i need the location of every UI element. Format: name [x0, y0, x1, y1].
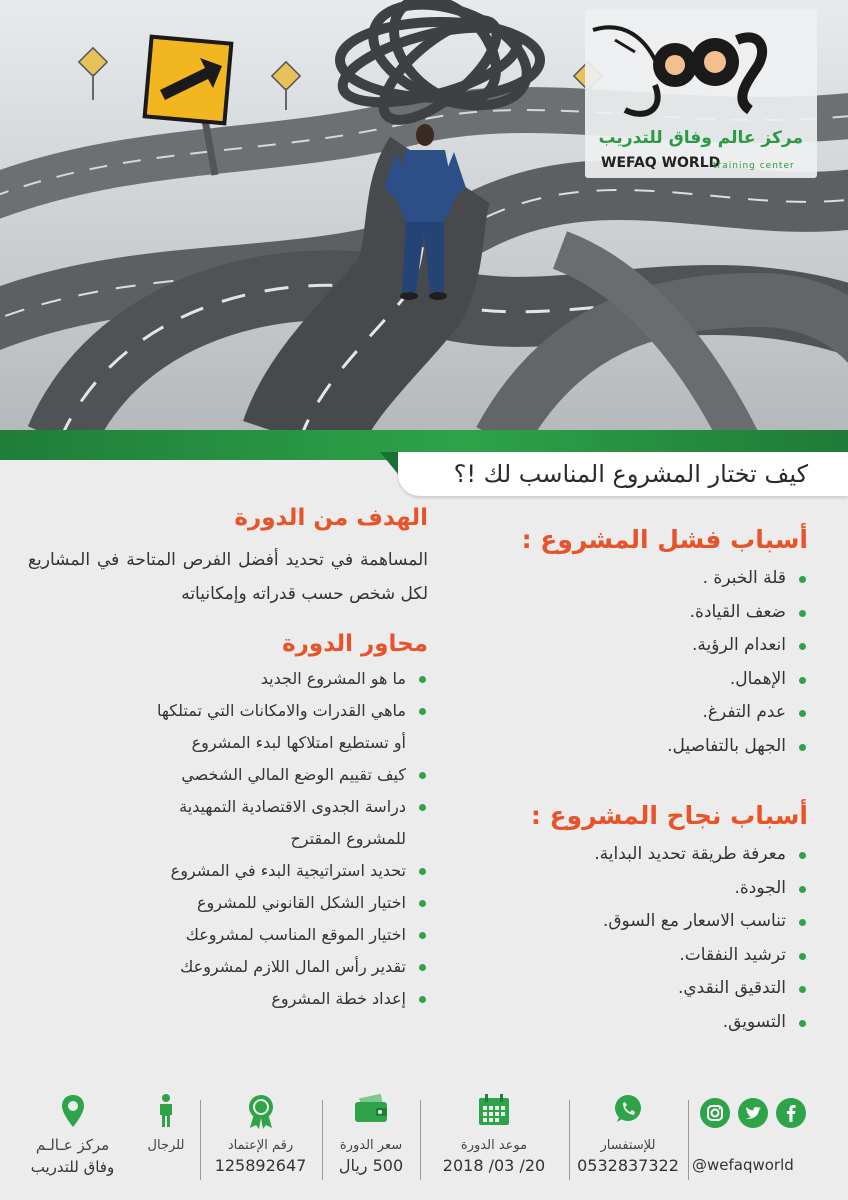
- hero-image: [0, 0, 848, 432]
- price-value: 500 ريال: [338, 1156, 404, 1175]
- axes-list: [28, 663, 428, 1015]
- logo-english-name: WEFAQ WORLD: [601, 155, 721, 171]
- list-item: كيف تقييم الوضع المالي الشخصي: [28, 759, 428, 791]
- man-icon: [158, 1094, 174, 1128]
- logo-arabic-name: مركز عالم وفاق للتدريب: [598, 128, 803, 148]
- accreditation-label: رقم الإعتماد: [227, 1138, 294, 1153]
- list-item: ضعف القيادة.: [478, 596, 808, 630]
- divider: [688, 1100, 689, 1180]
- date-label: موعد الدورة: [460, 1138, 528, 1153]
- axes-title: محاور الدورة: [282, 631, 428, 657]
- twitter-icon[interactable]: [738, 1098, 768, 1128]
- gender-label: للرجال: [147, 1138, 185, 1153]
- award-ribbon-icon: [248, 1094, 274, 1130]
- goal-text: المساهمة في تحديد أفضل الفرص المتاحة في المشاريع لكل شخص حسب قدراته وإمكانياته: [28, 550, 428, 604]
- list-item: التدقيق النقدي.: [478, 972, 808, 1006]
- success-title: أسباب نجاح المشروع :: [530, 801, 808, 830]
- list-item: ترشيد النفقات.: [478, 939, 808, 973]
- location-info: [20, 1092, 125, 1187]
- location-line1: مركز عـالـم: [35, 1136, 110, 1154]
- list-item: إعداد خطة المشروع: [28, 983, 428, 1015]
- price-info: [326, 1092, 416, 1187]
- calendar-icon: [478, 1094, 510, 1126]
- left-column: [28, 505, 428, 1015]
- list-item: قلة الخبرة .: [478, 562, 808, 596]
- contact-label: للإستفسار: [600, 1138, 656, 1153]
- instagram-icon[interactable]: [700, 1098, 730, 1128]
- location-pin-icon: [61, 1094, 85, 1128]
- wallet-icon: [354, 1094, 388, 1124]
- social-handle[interactable]: @wefaqworld: [692, 1156, 794, 1174]
- list-item: الجودة.: [478, 872, 808, 906]
- footer: [0, 1092, 848, 1187]
- list-item: معرفة طريقة تحديد البداية.: [478, 838, 808, 872]
- logo-english-subtitle: training center: [713, 161, 795, 171]
- list-item: تناسب الاسعار مع السوق.: [478, 905, 808, 939]
- facebook-icon[interactable]: [776, 1098, 806, 1128]
- divider: [420, 1100, 421, 1180]
- divider: [200, 1100, 201, 1180]
- divider: [322, 1100, 323, 1180]
- logo: [585, 10, 817, 178]
- contact-info: [572, 1092, 684, 1187]
- failure-title: أسباب فشل المشروع :: [521, 525, 808, 554]
- page-title: كيف تختار المشروع المناسب لك !؟: [453, 460, 808, 488]
- goal-title: الهدف من الدورة: [234, 505, 428, 531]
- list-item: ما هو المشروع الجديد: [28, 663, 428, 695]
- contact-phone[interactable]: 0532837322: [577, 1156, 679, 1175]
- logo-calligraphy-icon: [585, 10, 775, 122]
- list-item: الإهمال.: [478, 663, 808, 697]
- price-label: سعر الدورة: [339, 1138, 403, 1153]
- social-links: [692, 1092, 817, 1187]
- accreditation-number: 125892647: [214, 1156, 307, 1175]
- list-item: دراسة الجدوى الاقتصادية التمهيدية للمشروع المقترح: [28, 791, 428, 855]
- failure-list: [478, 562, 808, 763]
- gender-info: [135, 1092, 197, 1187]
- list-item: انعدام الرؤية.: [478, 629, 808, 663]
- whatsapp-icon[interactable]: [613, 1094, 643, 1124]
- date-value: 2018 /03 /20: [442, 1156, 546, 1175]
- accreditation-info: [203, 1092, 318, 1187]
- list-item: تقدير رأس المال اللازم لمشروعك: [28, 951, 428, 983]
- list-item: ماهي القدرات والامكانات التي تمتلكها أو تستطيع امتلاكها لبدء المشروع: [28, 695, 428, 759]
- list-item: الجهل بالتفاصيل.: [478, 730, 808, 764]
- location-line2: وفاق للتدريب: [30, 1158, 115, 1176]
- title-bar: [398, 452, 848, 496]
- date-info: [424, 1092, 564, 1187]
- list-item: اختيار الشكل القانوني للمشروع: [28, 887, 428, 919]
- list-item: تحديد استراتيجية البدء في المشروع: [28, 855, 428, 887]
- list-item: اختيار الموقع المناسب لمشروعك: [28, 919, 428, 951]
- divider: [569, 1100, 570, 1180]
- right-column: [478, 525, 808, 1039]
- list-item: عدم التفرغ.: [478, 696, 808, 730]
- success-list: [478, 838, 808, 1039]
- list-item: التسويق.: [478, 1006, 808, 1040]
